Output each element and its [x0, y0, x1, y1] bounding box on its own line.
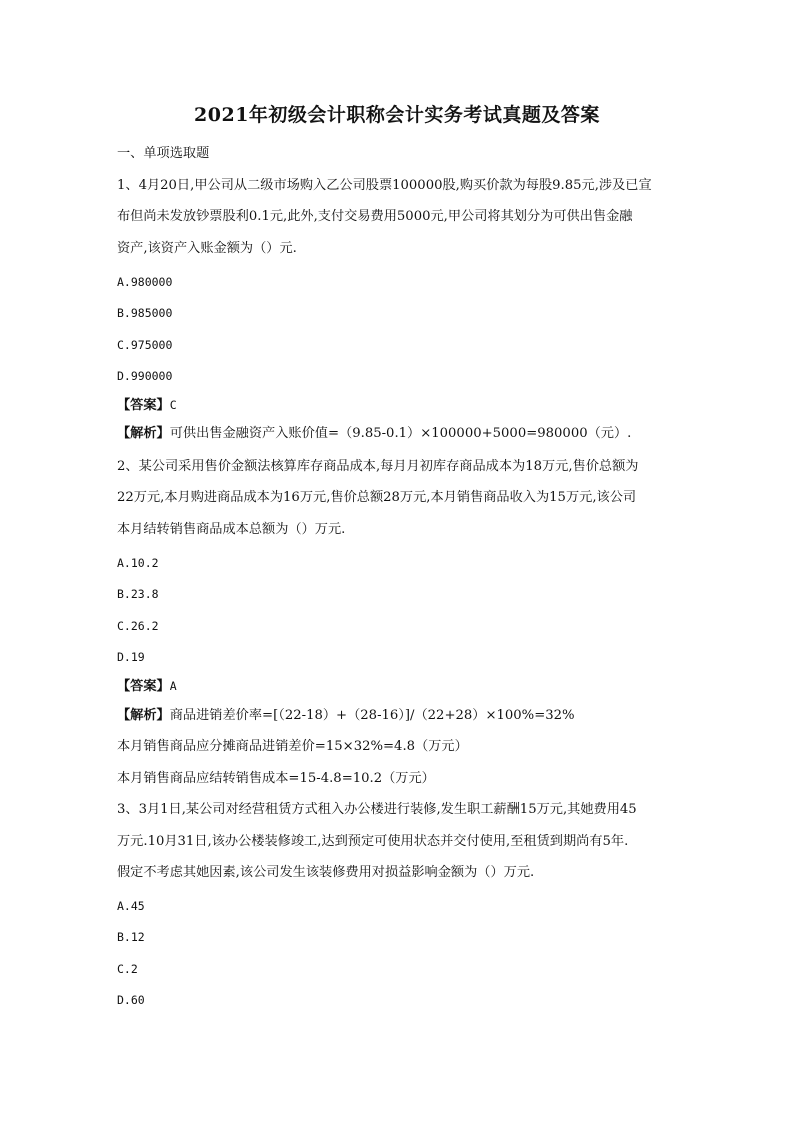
document-title: 2021年初级会计职称会计实务考试真题及答案 [194, 104, 600, 126]
question-3-option-a: A.45 [117, 899, 145, 913]
analysis-label: 【解析】 [117, 426, 170, 441]
analysis-label: 【解析】 [117, 708, 170, 723]
answer-value: A [169, 679, 177, 693]
question-2-stem-line-3: 本月结转销售商品成本总额为（）万元. [117, 522, 346, 537]
question-1-answer [117, 396, 697, 415]
question-2-stem-line-2: 22万元,本月购进商品成本为16万元,售价总额28万元,本月销售商品收入为15万元,该公司 [117, 490, 637, 505]
analysis-text: 可供出售金融资产入账价值=（9.85-0.1）×100000+5000=980000（元）. [169, 426, 632, 441]
question-3-option-d: D.60 [117, 993, 145, 1007]
answer-label: 【答案】 [117, 679, 170, 694]
question-2-stem-line-1: 2、某公司采用售价金额法核算库存商品成本,每月月初库存商品成本为18万元,售价总额为 [117, 459, 639, 474]
question-2-option-c: C.26.2 [117, 619, 159, 633]
answer-value: C [169, 398, 177, 412]
question-1-analysis [117, 425, 697, 443]
question-2-option-d: D.19 [117, 650, 145, 664]
question-1-stem-line-1: 1、4月20日,甲公司从二级市场购入乙公司股票100000股,购买价款为每股9.85元,涉及已宣 [117, 178, 652, 193]
question-2-option-a: A.10.2 [117, 556, 159, 570]
question-2-answer [117, 677, 697, 696]
question-2-analysis [117, 707, 697, 725]
question-1-option-a: A.980000 [117, 275, 173, 289]
question-2-analysis-line-3: 本月销售商品应结转销售成本=15-4.8=10.2（万元） [117, 771, 435, 786]
question-1-option-b: B.985000 [117, 306, 173, 320]
analysis-text: 商品进销差价率=[（22-18）+（28-16）]/（22+28）×100%=32% [169, 708, 575, 723]
question-1-stem-line-3: 资产,该资产入账金额为（）元. [117, 241, 297, 256]
question-3-option-c: C.2 [117, 962, 138, 976]
question-3-stem-line-3: 假定不考虑其她因素,该公司发生该装修费用对损益影响金额为（）万元. [117, 865, 535, 880]
question-3-option-b: B.12 [117, 930, 145, 944]
question-1-option-c: C.975000 [117, 338, 173, 352]
question-3-stem-line-1: 3、3月1日,某公司对经营租赁方式租入办公楼进行装修,发生职工薪酬15万元,其她费用45 [117, 802, 637, 817]
question-1-option-d: D.990000 [117, 369, 173, 383]
question-1-stem-line-2: 布但尚未发放钞票股利0.1元,此外,支付交易费用5000元,甲公司将其划分为可供出售金融 [117, 209, 633, 224]
question-2-analysis-line-2: 本月销售商品应分摊商品进销差价=15×32%=4.8（万元） [117, 739, 468, 754]
question-2-option-b: B.23.8 [117, 587, 159, 601]
section-header: 一、单项选取题 [117, 146, 210, 161]
question-3-stem-line-2: 万元.10月31日,该办公楼装修竣工,达到预定可使用状态并交付使用,至租赁到期尚有5年. [117, 834, 629, 849]
answer-label: 【答案】 [117, 398, 170, 413]
